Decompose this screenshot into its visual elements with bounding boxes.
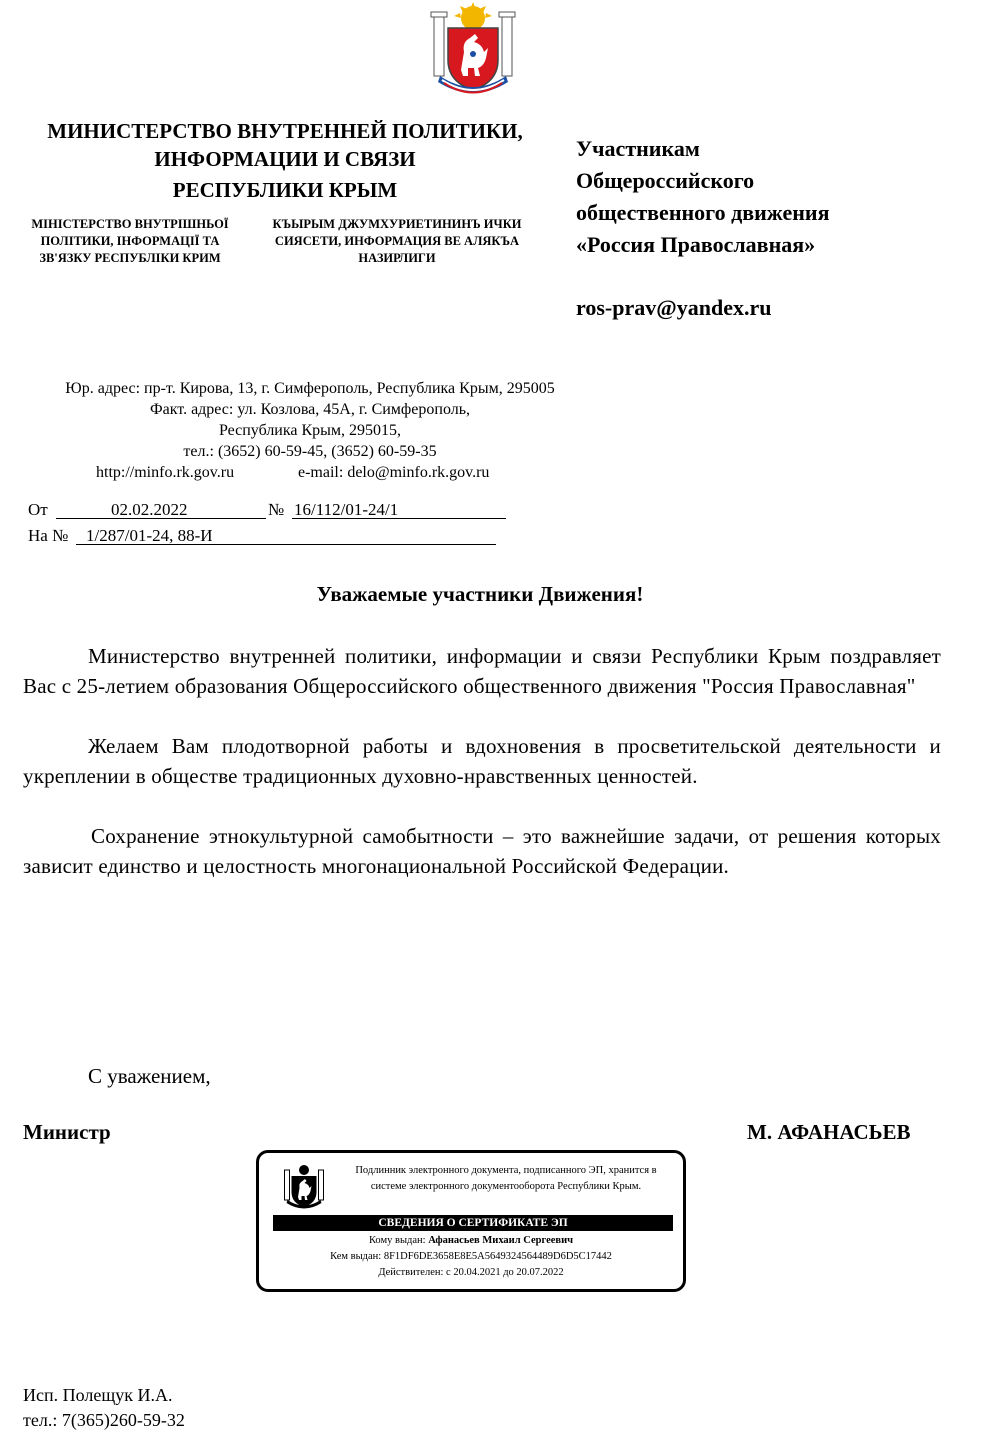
stamp-issued-by-value: 8F1DF6DE3658E8E5A5649324564489D6D5C17442 [383, 1251, 612, 1262]
body-paragraph: Сохранение этнокультурной самобытности – это важнейшие задачи, от решения которых зависит единство и целостность многонациональной Российской Федерации. [23, 824, 941, 878]
ministry-name-crh-line: СИЯСЕТИ, ИНФОРМАЦИЯ ВЕ АЛЯКЪА [274, 234, 520, 248]
ministry-name-ua-line: ЗВ'ЯЗКУ РЕСПУБЛІКИ КРИМ [39, 251, 221, 265]
stamp-issued-by-label: Кем выдан: [330, 1251, 382, 1262]
stamp-valid-from: 20.04.2021 [453, 1267, 501, 1278]
ministry-name-ua-line: ПОЛІТИКИ, ІНФОРМАЦІЇ ТА [40, 234, 220, 248]
crimea-coat-of-arms-icon [428, 2, 518, 98]
recipient-block [576, 133, 829, 261]
address-actual: Факт. адрес: ул. Козлова, 45А, г. Симферополь, [149, 401, 471, 418]
greeting: Уважаемые участники Движения! [316, 582, 644, 606]
stamp-title: СВЕДЕНИЯ О СЕРТИФИКАТЕ ЭП [273, 1215, 673, 1231]
recipient-line: Общероссийского [576, 168, 755, 193]
stamp-note-line: Подлинник электронного документа, подписанного ЭП, хранится в [355, 1165, 657, 1176]
number-label: № [268, 500, 285, 519]
recipient-line: общественного движения [576, 200, 830, 225]
ministry-name-ru [20, 117, 550, 204]
recipient-line: «Россия Православная» [576, 232, 816, 257]
ministry-email: e-mail: delo@minfo.rk.gov.ru [298, 464, 490, 481]
address-phone: тел.: (3652) 60-59-45, (3652) 60-59-35 [183, 443, 437, 460]
stamp-validity [259, 1265, 683, 1281]
ministry-name-ru-line: МИНИСТЕРСТВО ВНУТРЕННЕЙ ПОЛИТИКИ, [47, 119, 523, 143]
recipient-line: Участникам [576, 136, 700, 161]
executor-phone: тел.: 7(365)260-59-32 [23, 1410, 185, 1430]
stamp-valid-from-label: с [446, 1267, 451, 1278]
ministry-name-ua-line: МІНІСТЕРСТВО ВНУТРІШНЬОЇ [31, 217, 229, 231]
stamp-note-line: системе электронного документооборота Республики Крым. [370, 1181, 642, 1192]
document-date: 02.02.2022 [111, 500, 188, 519]
stamp-note [341, 1163, 671, 1195]
reply-label: На № [28, 526, 69, 545]
ministry-website: http://minfo.rk.gov.ru [96, 464, 235, 481]
stamp-valid-to-label: до [503, 1267, 514, 1278]
address-legal: Юр. адрес: пр-т. Кирова, 13, г. Симферополь, Республика Крым, 295005 [65, 380, 555, 397]
stamp-issued-by [259, 1249, 683, 1265]
crimea-coat-of-arms-icon [281, 1163, 327, 1211]
executor-name: Исп. Полещук И.А. [23, 1385, 173, 1405]
ministry-name-crh-line: КЪЫРЫМ ДЖУМХУРИЕТИНИНЪ ИЧКИ [272, 217, 522, 231]
signer-name: М. АФАНАСЬЕВ [747, 1120, 911, 1144]
address-block [20, 378, 600, 462]
ministry-name-ru-line: ИНФОРМАЦИИ И СВЯЗИ [154, 147, 416, 171]
document-number: 16/112/01-24/1 [294, 500, 399, 519]
signer-position: Министр [23, 1120, 111, 1144]
from-label: От [28, 500, 48, 519]
ministry-name-crh-line: НАЗИРЛИГИ [358, 251, 436, 265]
e-signature-stamp [256, 1150, 686, 1292]
stamp-valid-label: Действителен: [378, 1267, 444, 1278]
body-paragraph: Желаем Вам плодотворной работы и вдохновения в просветительской деятельности и укреплении в обществе традиционных духовно-нравственных ценностей. [23, 734, 941, 788]
recipient-email: ros-prav@yandex.ru [576, 295, 772, 320]
closing: С уважением, [88, 1064, 211, 1088]
stamp-issued-to-value: Афанасьев Михаил Сергеевич [428, 1235, 574, 1246]
stamp-issued-to [259, 1233, 683, 1249]
body-paragraph: Министерство внутренней политики, информации и связи Республики Крым поздравляет Вас с 25-летием образования Общероссийского общественного движения "Россия Православная" [23, 644, 941, 698]
reply-number: 1/287/01-24, 88-И [86, 526, 213, 545]
stamp-issued-to-label: Кому выдан: [368, 1235, 426, 1246]
ministry-name-ua [20, 216, 240, 267]
stamp-valid-to: 20.07.2022 [516, 1267, 564, 1278]
ministry-name-crh [262, 216, 532, 267]
ministry-name-ru-line: РЕСПУБЛИКИ КРЫМ [172, 178, 398, 202]
address-actual: Республика Крым, 295015, [218, 422, 402, 439]
